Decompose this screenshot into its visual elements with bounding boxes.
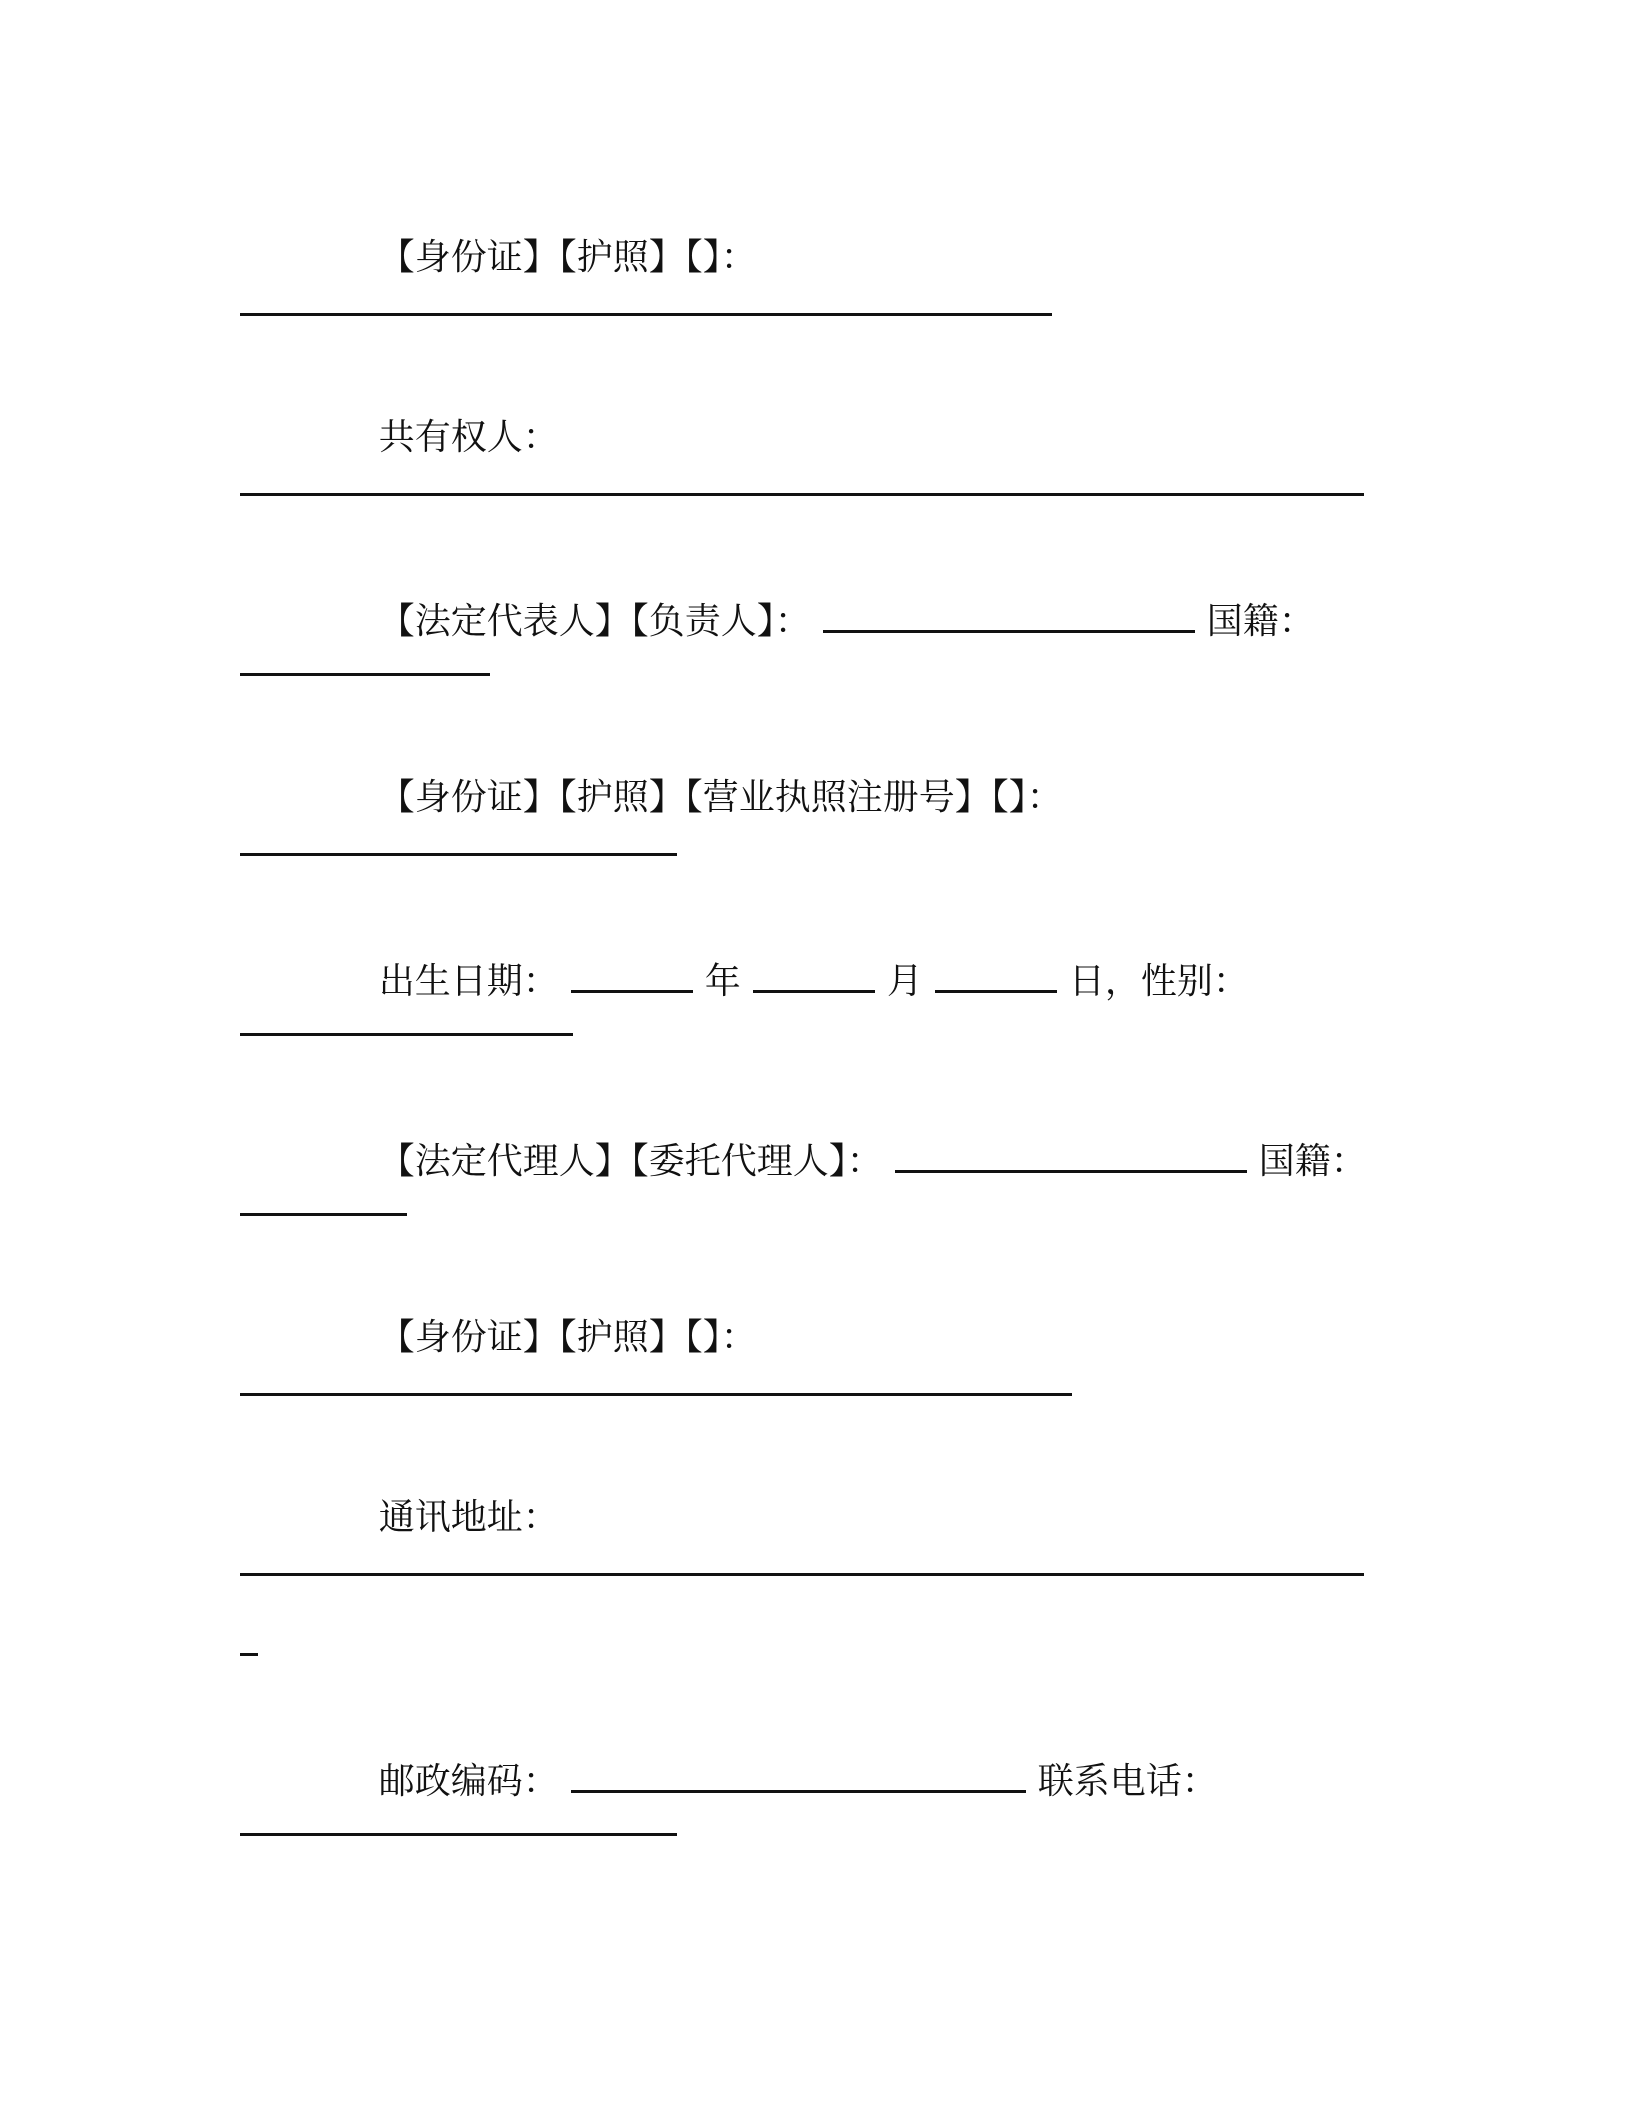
id-type-line-3	[333, 1278, 757, 1358]
co-owner-label: 共有权人：	[378, 417, 559, 458]
birth-day-blank[interactable]	[935, 958, 1057, 993]
phone-blank[interactable]	[240, 1833, 677, 1836]
birth-year-blank[interactable]	[571, 958, 693, 993]
postal-code-label: 邮政编码：	[378, 1761, 559, 1802]
co-owner-line	[333, 378, 559, 458]
year-label: 年	[704, 961, 741, 1002]
postal-code-blank[interactable]	[571, 1758, 1026, 1793]
address-blank-continued[interactable]	[240, 1653, 258, 1656]
agent-nationality-blank[interactable]	[240, 1213, 407, 1216]
legal-rep-nationality-label: 国籍：	[1206, 601, 1315, 642]
legal-rep-line	[333, 558, 1315, 642]
id-type-line-1	[333, 198, 757, 278]
day-gender-label: 日，性别：	[1068, 961, 1249, 1002]
agent-label: 【法定代理人】【委托代理人】：	[378, 1141, 883, 1182]
birth-date-line	[333, 918, 1249, 1002]
id-type-label-2: 【身份证】【护照】【营业执照注册号】【】：	[378, 777, 1063, 818]
id-type-label-1: 【身份证】【护照】【】：	[378, 237, 757, 278]
agent-line	[333, 1098, 1367, 1182]
gender-blank[interactable]	[240, 1033, 573, 1036]
agent-nationality-label: 国籍：	[1258, 1141, 1367, 1182]
id-number-blank-3[interactable]	[240, 1393, 1072, 1396]
co-owner-blank[interactable]	[240, 493, 1364, 496]
address-blank[interactable]	[240, 1573, 1364, 1576]
contact-line	[333, 1718, 1218, 1802]
legal-rep-label: 【法定代表人】【负责人】：	[378, 601, 811, 642]
month-label: 月	[886, 961, 923, 1002]
id-number-blank-2[interactable]	[240, 853, 677, 856]
address-line	[333, 1458, 559, 1538]
legal-rep-name-blank[interactable]	[823, 598, 1195, 633]
id-type-label-3: 【身份证】【护照】【】：	[378, 1317, 757, 1358]
legal-rep-nationality-blank[interactable]	[240, 673, 490, 676]
agent-name-blank[interactable]	[895, 1138, 1247, 1173]
birth-month-blank[interactable]	[753, 958, 875, 993]
address-label: 通讯地址：	[378, 1497, 559, 1538]
id-number-blank-1[interactable]	[240, 313, 1052, 316]
birth-date-label: 出生日期：	[378, 961, 559, 1002]
id-type-line-2	[333, 738, 1063, 818]
phone-label: 联系电话：	[1037, 1761, 1218, 1802]
